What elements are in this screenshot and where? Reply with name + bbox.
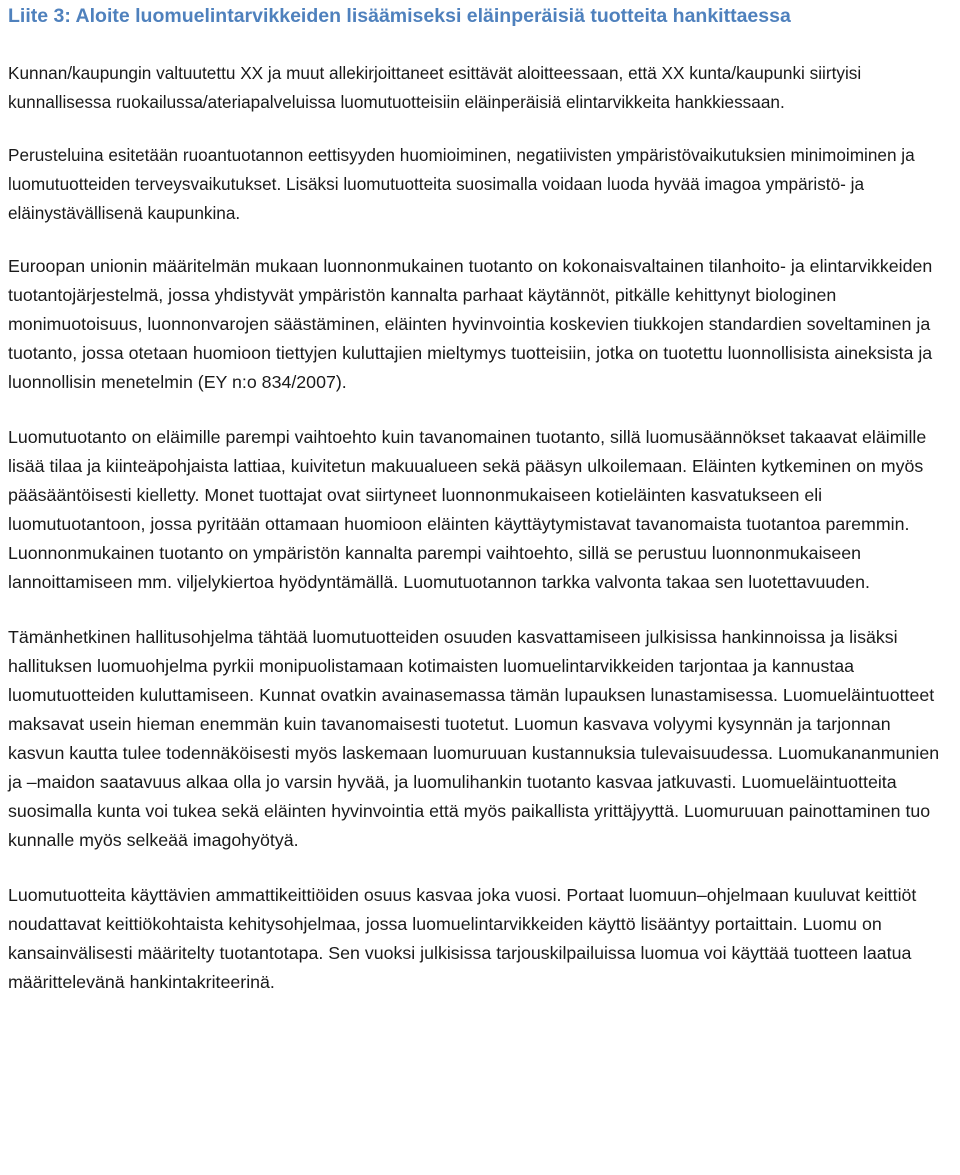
paragraph-animal-welfare: Luomutuotanto on eläimille parempi vaihtoehto kuin tavanomainen tuotanto, sillä luomusäännökset takaavat eläimille lisää tilaa ja kiinteäpohjaista lattiaa, kuivitetun makuualueen sekä pääsyn ulkoilemaan. Eläinten kytkeminen on myös pääsääntöisesti kielletty. Monet tuottajat ovat siirtyneet luonnonmukaiseen kotieläinten kasvatukseen eli luomutuotantoon, jossa pyritään ottamaan huomioon eläinten käyttäytymistavat tavanomaista tuotantoa paremmin. Luonnonmukainen tuotanto on ympäristön kannalta parempi vaihtoehto, sillä se perustuu luonnonmukaiseen lannoittamiseen mm. viljelykiertoa hyödyntämällä. Luomutuotannon tarkka valvonta takaa sen luotettavuuden. [8, 427, 927, 592]
document-title: Liite 3: Aloite luomuelintarvikkeiden lisäämiseksi eläinperäisiä tuotteita hankittaessa [8, 5, 791, 27]
paragraph-eu-definition: Euroopan unionin määritelmän mukaan luonnonmukainen tuotanto on kokonaisvaltainen tilanhoito- ja elintarvikkeiden tuotantojärjestelmä, jossa yhdistyvät ympäristön kannalta parhaat käytännöt, pitkälle kehittynyt biologinen monimuotoisuus, luonnonvarojen säästäminen, eläinten hyvinvointia koskevien tiukkojen standardien soveltaminen ja tuotanto, jossa otetaan huomioon tiettyjen kuluttajien mieltymys tuotteisiin, jotka on tuotettu luonnollisista aineksista ja luonnollisin menetelmin (EY n:o 834/2007). [8, 256, 933, 392]
paragraph-justification: Perusteluina esitetään ruoantuotannon eettisyyden huomioiminen, negatiivisten ympäristövaikutuksien minimoiminen ja luomutuotteiden terveysvaikutukset. Lisäksi luomutuotteita suosimalla voidaan luoda hyvää imagoa ympäristö- ja eläinystävällisenä kaupunkina. [8, 145, 915, 223]
paragraph-government-programme: Tämänhetkinen hallitusohjelma tähtää luomutuotteiden osuuden kasvattamiseen julkisissa hankinnoissa ja lisäksi hallituksen luomuohjelma pyrkii monipuolistamaan kotimaisten luomuelintarvikkeiden tarjontaa ja kannustaa luomutuotteiden kuluttamiseen. Kunnat ovatkin avainasemassa tämän lupauksen lunastamisessa. Luomueläintuotteet maksavat usein hieman enemmän kuin tavanomaisesti tuotetut. Luomun kasvava volyymi kysynnän ja tarjonnan kasvun kautta tulee todennäköisesti myös laskemaan luomuruuan kustannuksia tulevaisuudessa. Luomukananmunien ja –maidon saatavuus alkaa olla jo varsin hyvää, ja luomulihankin tuotanto kasvaa jatkuvasti. Luomueläintuotteita suosimalla kunta voi tukea sekä eläinten hyvinvointia että myös paikallista yrittäjyyttä. Luomuruuan painottaminen tuo kunnalle myös selkeää imagohyötyä. [8, 627, 940, 850]
document-body [8, 59, 950, 997]
paragraph-professional-kitchens: Luomutuotteita käyttävien ammattikeittiöiden osuus kasvaa joka vuosi. Portaat luomuun–ohjelmaan kuuluvat keittiöt noudattavat keittiökohtaista kehitysohjelmaa, jossa luomuelintarvikkeiden käyttö lisääntyy portaittain. Luomu on kansainvälisesti määritelty tuotantotapa. Sen vuoksi julkisissa tarjouskilpailuissa luomua voi käyttää tuotteen laatua määrittelevänä hankintakriteerinä. [8, 885, 917, 992]
paragraph-initiative: Kunnan/kaupungin valtuutettu XX ja muut allekirjoittaneet esittävät aloitteessaan, että XX kunta/kaupunki siirtyisi kunnallisessa ruokailussa/ateriapalveluissa luomutuotteisiin eläinperäisiä elintarvikkeita hankkiessaan. [8, 63, 862, 112]
